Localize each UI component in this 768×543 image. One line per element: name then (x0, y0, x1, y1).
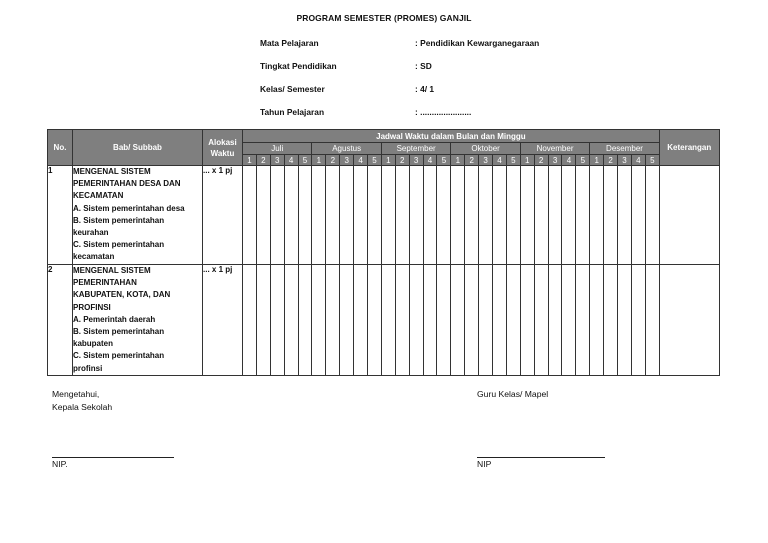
bab-line: B. Sistem pemerintahan (73, 215, 165, 225)
schedule-cell[interactable] (576, 265, 590, 376)
mengetahui-text: Mengetahui, (52, 389, 100, 399)
keterangan-cell[interactable] (659, 166, 719, 265)
schedule-cell[interactable] (576, 166, 590, 265)
week-number: 4 (562, 155, 576, 166)
schedule-cell[interactable] (326, 265, 340, 376)
schedule-cell[interactable] (256, 265, 270, 376)
schedule-cell[interactable] (618, 265, 632, 376)
week-number: 3 (479, 155, 493, 166)
field-label: Tahun Pelajaran (260, 107, 325, 117)
schedule-cell[interactable] (270, 166, 284, 265)
signature-line-left (52, 457, 174, 458)
field-value: : 4/ 1 (415, 84, 435, 94)
schedule-cell[interactable] (562, 265, 576, 376)
schedule-cell[interactable] (479, 265, 493, 376)
field-label: Kelas/ Semester (260, 84, 325, 94)
week-number: 5 (368, 155, 382, 166)
schedule-cell[interactable] (256, 166, 270, 265)
week-number: 4 (493, 155, 507, 166)
schedule-cell[interactable] (395, 166, 409, 265)
week-number: 3 (270, 155, 284, 166)
schedule-cell[interactable] (562, 166, 576, 265)
schedule-cell[interactable] (312, 265, 326, 376)
schedule-cell[interactable] (645, 265, 659, 376)
keterangan-cell[interactable] (659, 265, 719, 376)
schedule-cell[interactable] (451, 265, 465, 376)
schedule-cell[interactable] (381, 166, 395, 265)
schedule-cell[interactable] (631, 265, 645, 376)
guru-kelas-text: Guru Kelas/ Mapel (477, 389, 549, 399)
week-number: 1 (312, 155, 326, 166)
schedule-cell[interactable] (520, 166, 534, 265)
row-alokasi: ... x 1 pj (203, 265, 243, 376)
week-number: 5 (506, 155, 520, 166)
schedule-cell[interactable] (409, 265, 423, 376)
bab-line: profinsi (73, 363, 103, 373)
signature-left (52, 388, 112, 413)
week-number: 3 (618, 155, 632, 166)
nip-left: NIP. (52, 459, 68, 469)
bab-line: KABUPATEN, KOTA, DAN (73, 290, 171, 300)
schedule-cell[interactable] (548, 166, 562, 265)
field-value: : ...................... (415, 107, 472, 117)
schedule-cell[interactable] (618, 166, 632, 265)
schedule-cell[interactable] (326, 166, 340, 265)
table-row (48, 265, 720, 376)
header-no: No. (48, 130, 73, 166)
schedule-cell[interactable] (451, 166, 465, 265)
row-bab-subbab (73, 265, 203, 376)
schedule-cell[interactable] (590, 265, 604, 376)
week-number: 1 (243, 155, 257, 166)
week-number: 3 (548, 155, 562, 166)
schedule-cell[interactable] (506, 265, 520, 376)
schedule-cell[interactable] (465, 265, 479, 376)
row-number: 2 (48, 265, 73, 376)
week-number: 1 (590, 155, 604, 166)
schedule-cell[interactable] (340, 166, 354, 265)
schedule-cell[interactable] (437, 265, 451, 376)
schedule-cell[interactable] (534, 265, 548, 376)
schedule-cell[interactable] (590, 166, 604, 265)
header-keterangan: Keterangan (659, 130, 719, 166)
month-header: September (381, 143, 450, 155)
schedule-cell[interactable] (604, 265, 618, 376)
kepala-sekolah-text: Kepala Sekolah (52, 401, 113, 412)
schedule-cell[interactable] (395, 265, 409, 376)
field-label: Tingkat Pendidikan (260, 61, 337, 71)
week-number: 5 (298, 155, 312, 166)
schedule-cell[interactable] (243, 265, 257, 376)
bab-line: A. Sistem pemerintahan desa (73, 203, 185, 213)
bab-line: A. Pemerintah daerah (73, 314, 156, 324)
week-number: 3 (340, 155, 354, 166)
header-bab-subbab: Bab/ Subbab (73, 130, 203, 166)
schedule-cell[interactable] (312, 166, 326, 265)
schedule-cell[interactable] (548, 265, 562, 376)
schedule-cell[interactable] (270, 265, 284, 376)
bab-line: PEMERINTAHAN (73, 278, 137, 288)
bab-line: keurahan (73, 228, 109, 238)
bab-line: MENGENAL SISTEM (73, 167, 151, 176)
week-number: 5 (576, 155, 590, 166)
bab-line: kecamatan (73, 252, 115, 262)
header-jadwal: Jadwal Waktu dalam Bulan dan Minggu (243, 130, 660, 143)
month-header: Oktober (451, 143, 520, 155)
week-number: 5 (645, 155, 659, 166)
bab-line: MENGENAL SISTEM (73, 266, 151, 275)
schedule-cell[interactable] (631, 166, 645, 265)
bab-line: B. Sistem pemerintahan (73, 327, 165, 337)
field-value: : Pendidikan Kewarganegaraan (415, 38, 540, 48)
bab-line: C. Sistem pemerintahan (73, 351, 165, 361)
row-alokasi: ... x 1 pj (203, 166, 243, 265)
week-number: 2 (256, 155, 270, 166)
week-number: 3 (409, 155, 423, 166)
nip-right: NIP (477, 459, 492, 469)
schedule-cell[interactable] (298, 265, 312, 376)
schedule-cell[interactable] (465, 166, 479, 265)
bab-line: kabupaten (73, 339, 114, 349)
week-number: 1 (381, 155, 395, 166)
schedule-cell[interactable] (381, 265, 395, 376)
schedule-cell[interactable] (437, 166, 451, 265)
week-number: 1 (451, 155, 465, 166)
bab-line: PEMERINTAHAN DESA DAN (73, 179, 181, 189)
document-title: PROGRAM SEMESTER (PROMES) GANJIL (296, 13, 472, 23)
week-number: 5 (437, 155, 451, 166)
schedule-cell[interactable] (368, 265, 382, 376)
schedule-cell[interactable] (354, 265, 368, 376)
month-header: Desember (590, 143, 659, 155)
week-number: 4 (631, 155, 645, 166)
week-number: 4 (354, 155, 368, 166)
schedule-cell[interactable] (284, 265, 298, 376)
week-number: 2 (465, 155, 479, 166)
field-label: Mata Pelajaran (260, 38, 319, 48)
row-bab-subbab (73, 166, 203, 265)
schedule-cell[interactable] (243, 166, 257, 265)
promes-table (47, 129, 720, 376)
schedule-cell[interactable] (340, 265, 354, 376)
month-header: Juli (243, 143, 312, 155)
bab-line: KECAMATAN (73, 191, 124, 201)
table-row (48, 166, 720, 265)
schedule-cell[interactable] (493, 265, 507, 376)
week-number: 2 (326, 155, 340, 166)
schedule-cell[interactable] (534, 166, 548, 265)
schedule-cell[interactable] (368, 166, 382, 265)
schedule-cell[interactable] (645, 166, 659, 265)
bab-line: C. Sistem pemerintahan (73, 240, 165, 250)
schedule-cell[interactable] (479, 166, 493, 265)
week-number: 2 (534, 155, 548, 166)
week-number: 2 (604, 155, 618, 166)
signature-line-right (477, 457, 605, 458)
schedule-cell[interactable] (284, 166, 298, 265)
month-header: Agustus (312, 143, 381, 155)
schedule-cell[interactable] (493, 166, 507, 265)
schedule-cell[interactable] (506, 166, 520, 265)
schedule-cell[interactable] (423, 166, 437, 265)
field-value: : SD (415, 61, 432, 71)
bab-line: PROFINSI (73, 302, 111, 312)
month-header: November (520, 143, 589, 155)
schedule-cell[interactable] (298, 166, 312, 265)
week-number: 4 (423, 155, 437, 166)
row-number: 1 (48, 166, 73, 265)
week-number: 2 (395, 155, 409, 166)
schedule-cell[interactable] (520, 265, 534, 376)
schedule-cell[interactable] (409, 166, 423, 265)
schedule-cell[interactable] (604, 166, 618, 265)
schedule-cell[interactable] (423, 265, 437, 376)
week-number: 1 (520, 155, 534, 166)
week-number: 4 (284, 155, 298, 166)
schedule-cell[interactable] (354, 166, 368, 265)
header-alokasi-waktu: Alokasi Waktu (203, 130, 243, 166)
